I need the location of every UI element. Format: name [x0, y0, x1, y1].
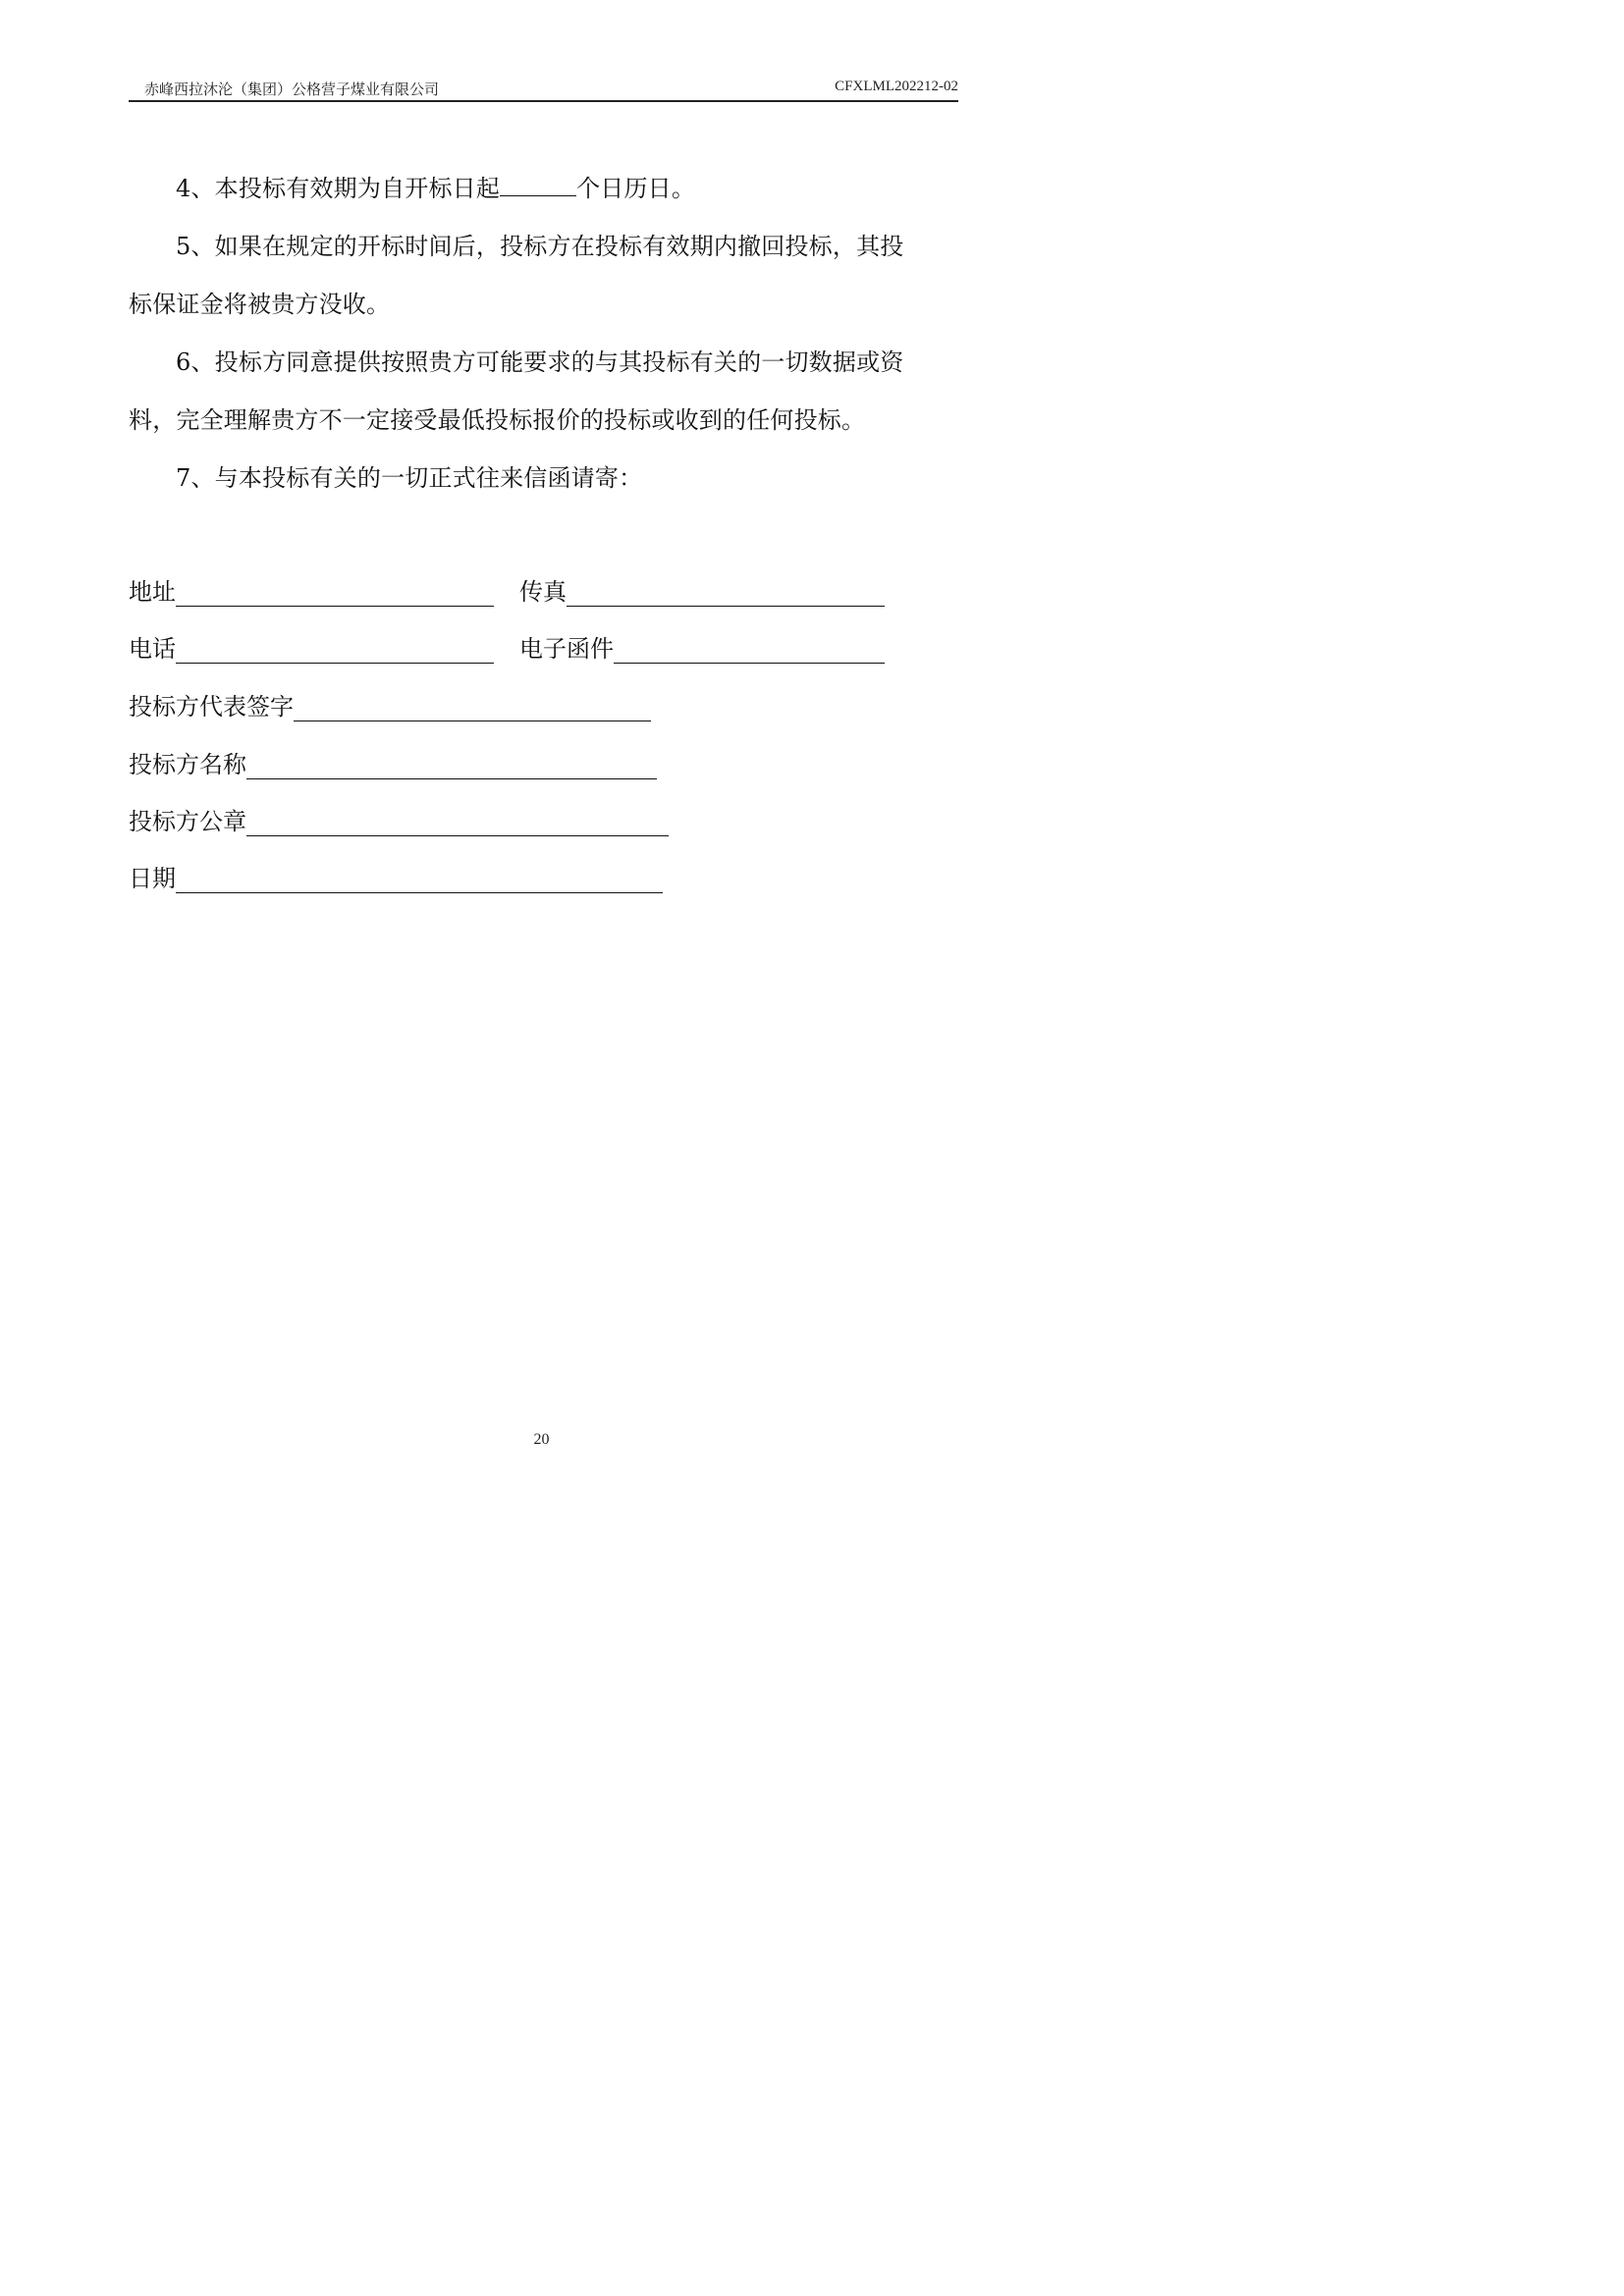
- date-line[interactable]: [176, 867, 663, 893]
- fax-field: [519, 572, 885, 606]
- email-field: [519, 629, 885, 663]
- clause-4-text-before: 4、本投标有效期为自开标日起: [176, 175, 501, 202]
- page-header: [129, 75, 958, 102]
- bidder-name-line[interactable]: [246, 753, 657, 779]
- bidder-seal-field: [129, 802, 669, 835]
- phone-label: 电话: [129, 635, 176, 663]
- bidder-seal-line[interactable]: [246, 810, 669, 836]
- bidder-seal-label: 投标方公章: [129, 808, 246, 835]
- clause-7-line-1: 7、与本投标有关的一切正式往来信函请寄：: [176, 464, 643, 492]
- date-label: 日期: [129, 865, 176, 892]
- phone-field: [129, 629, 494, 663]
- address-line[interactable]: [176, 580, 494, 607]
- fax-label: 传真: [519, 578, 567, 606]
- page-number: 20: [533, 1431, 550, 1448]
- date-field: [129, 859, 663, 892]
- header-company-name: 赤峰西拉沐沦（集团）公格营子煤业有限公司: [144, 80, 440, 98]
- email-label: 电子函件: [519, 635, 614, 663]
- validity-days-blank[interactable]: [500, 174, 576, 196]
- rep-signature-field: [129, 687, 651, 721]
- clause-4-text-after: 个日历日。: [576, 175, 696, 202]
- phone-line[interactable]: [176, 637, 494, 664]
- address-field: [129, 572, 494, 606]
- clause-6-line-1: 6、投标方同意提供按照贵方可能要求的与其投标有关的一切数据或资: [176, 348, 904, 376]
- fax-line[interactable]: [567, 580, 885, 607]
- rep-signature-line[interactable]: [294, 695, 651, 721]
- header-document-code: CFXLML202212-02: [835, 79, 958, 94]
- address-label: 地址: [129, 578, 176, 606]
- bidder-name-label: 投标方名称: [129, 751, 246, 778]
- clause-4: [129, 169, 961, 203]
- clause-5-line-1: 5、如果在规定的开标时间后，投标方在投标有效期内撤回投标，其投: [176, 233, 904, 260]
- clause-6-line-2: 料，完全理解贵方不一定接受最低投标报价的投标或收到的任何投标。: [129, 406, 866, 434]
- bidder-name-field: [129, 745, 657, 778]
- clause-5-line-2: 标保证金将被贵方没收。: [129, 291, 391, 318]
- email-line[interactable]: [614, 637, 885, 664]
- rep-signature-label: 投标方代表签字: [129, 693, 294, 721]
